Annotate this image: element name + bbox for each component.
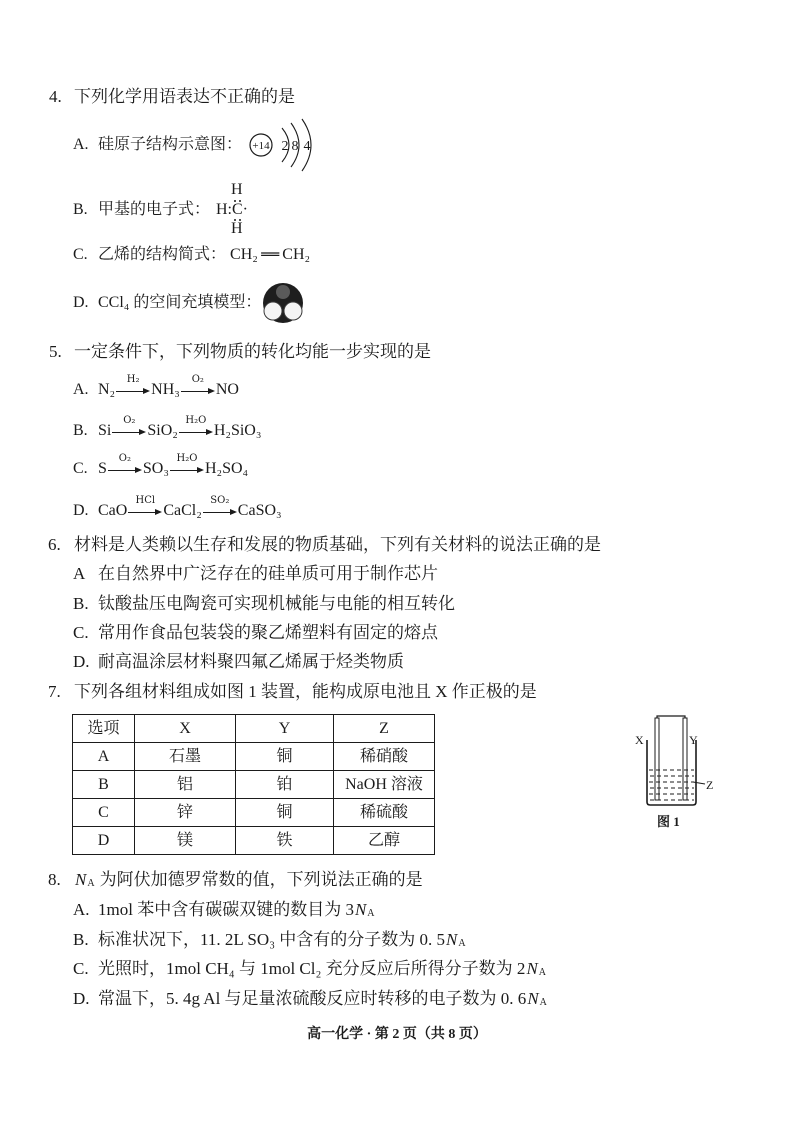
label-z-leader: [693, 782, 705, 784]
question-8-option-a: [73, 900, 375, 920]
option-text: 光照时，1mol CH₄ 与 1mol Cl₂ 充分反应后所得分子数为 2: [98, 959, 526, 978]
reactant: Si: [98, 422, 112, 439]
option-label: 甲基的电子式：: [98, 201, 211, 218]
question-8-option-c: [73, 959, 546, 979]
option-letter: C.: [73, 246, 88, 263]
label-z: Z: [706, 778, 714, 792]
ethylene-left-group: CH₂: [230, 246, 258, 263]
option-letter: A: [73, 564, 86, 583]
question-6-stem: 材料是人类赖以生存和发展的物质基础，下列有关材料的说法正确的是: [74, 535, 601, 554]
intermediate: SiO₂: [147, 422, 178, 439]
question-4-number: 4.: [49, 87, 62, 106]
table-cell: 铁: [236, 827, 334, 855]
product: H₂SiO₃: [213, 422, 262, 439]
question-5-stem: 一定条件下，下列物质的转化均能一步实现的是: [74, 342, 431, 361]
question-6-number: 6.: [48, 535, 61, 554]
label-x: X: [635, 733, 644, 747]
shell-1-electrons: 2: [281, 139, 289, 154]
option-letter: C.: [73, 623, 89, 642]
avogadro-symbol: N: [354, 900, 367, 919]
product: H₂SO₄: [204, 460, 249, 477]
product: CaSO₃: [237, 502, 282, 519]
question-8-stem: 为阿伏加德罗常数的值，下列说法正确的是: [99, 870, 423, 889]
table-cell: 石墨: [135, 743, 236, 771]
shell-3-electrons: 4: [303, 139, 311, 154]
option-letter: C.: [73, 460, 88, 477]
table-cell: A: [73, 743, 135, 771]
header-cell: 选项: [73, 715, 135, 743]
table-cell: B: [73, 771, 135, 799]
avogadro-subscript: A: [367, 908, 375, 919]
table-cell: NaOH 溶液: [334, 771, 435, 799]
materials-table: [72, 714, 435, 855]
reaction-arrow: [203, 495, 237, 521]
avogadro-symbol: N: [527, 989, 539, 1008]
table-cell: C: [73, 799, 135, 827]
table-cell: 铜: [236, 743, 334, 771]
shell-2-electrons: 8: [291, 139, 299, 154]
silicon-atom-structure-diagram: [246, 118, 318, 172]
intermediate: NH₃: [151, 381, 180, 398]
reagent-label: O₂: [191, 374, 204, 385]
ethylene-right-group: CH₂: [282, 246, 311, 263]
reaction-arrow: [108, 453, 142, 479]
question-6-option-c: [73, 623, 438, 643]
avogadro-symbol: N: [526, 959, 538, 978]
space-filling-model-icon: [260, 281, 306, 325]
model-left-sphere: [264, 302, 282, 320]
option-letter: D.: [73, 294, 89, 311]
table-cell: 铝: [135, 771, 236, 799]
header-cell: Y: [236, 715, 334, 743]
table-cell: 铜: [236, 799, 334, 827]
question-5-number: 5.: [49, 342, 62, 361]
option-letter: C.: [73, 959, 89, 978]
methyl-electron-formula: [212, 180, 254, 240]
table-row: [73, 743, 435, 771]
beaker: [647, 740, 696, 805]
reaction-arrow: [181, 374, 215, 400]
table-cell: D: [73, 827, 135, 855]
option-label: 的空间充填模型：: [133, 294, 262, 311]
option-letter: D.: [73, 502, 89, 519]
question-5-option-c: [73, 453, 249, 479]
question-4-option-a: [73, 135, 242, 155]
reagent-label: SO₂: [210, 495, 230, 506]
reactant: N₂: [98, 381, 116, 398]
model-top-sphere: [276, 285, 290, 299]
reagent-label: O₂: [123, 415, 136, 426]
question-5-option-a: [73, 374, 239, 400]
figure-caption: 图 1: [657, 814, 680, 829]
table-cell: 镁: [135, 827, 236, 855]
avogadro-subscript: A: [458, 938, 466, 949]
option-letter: B.: [73, 422, 88, 439]
hydrogen-bottom: H: [231, 220, 243, 237]
reaction-arrow: [112, 415, 146, 441]
option-label: 硅原子结构示意图：: [98, 136, 243, 153]
reagent-label: H₂O: [176, 453, 198, 464]
table-cell: 稀硝酸: [334, 743, 435, 771]
option-text: 在自然界中广泛存在的硅单质可用于制作芯片: [98, 564, 438, 583]
option-text: 标准状况下，11. 2L SO₃ 中含有的分子数为 0. 5: [98, 930, 446, 949]
option-letter: B.: [73, 594, 89, 613]
question-7-stem: 下列各组材料组成如图 1 装置，能构成原电池且 X 作正极的是: [74, 682, 537, 701]
reaction-arrow: [170, 453, 204, 479]
table-cell: 铂: [236, 771, 334, 799]
avogadro-subscript: A: [87, 878, 95, 889]
reaction-arrow: [179, 415, 213, 441]
question-4-option-b: [73, 200, 210, 220]
reaction-arrow: [128, 495, 162, 521]
question-5-option-b: [73, 415, 262, 441]
question-7-number: 7.: [48, 682, 61, 701]
option-letter: A.: [73, 381, 89, 398]
page-footer: 高一化学 · 第 2 页（共 8 页）: [307, 1027, 487, 1042]
reaction-arrow: [116, 374, 150, 400]
option-letter: B.: [73, 201, 88, 218]
question-8-number: 8.: [48, 870, 61, 889]
double-bond: ═: [261, 247, 279, 263]
header-cell: X: [135, 715, 236, 743]
question-4-option-c: [73, 245, 310, 265]
avogadro-subscript: A: [539, 997, 547, 1008]
table-cell: 稀硫酸: [334, 799, 435, 827]
table-cell: 乙醇: [334, 827, 435, 855]
reactant: CaO: [98, 502, 128, 519]
header-cell: Z: [334, 715, 435, 743]
option-letter: D.: [73, 652, 90, 671]
table-row: [73, 799, 435, 827]
option-text: 1mol 苯中含有碳碳双键的数目为 3: [98, 900, 354, 919]
intermediate: SO₃: [142, 460, 169, 477]
ccl4-formula: CCl₄: [98, 294, 130, 311]
question-4-stem: 下列化学用语表达不正确的是: [74, 87, 295, 106]
product: NO: [215, 381, 239, 398]
reactant: S: [98, 460, 107, 477]
option-label: 乙烯的结构简式：: [98, 246, 227, 263]
table-row: [73, 771, 435, 799]
question-8-option-b: [73, 930, 466, 950]
table-header-row: [73, 715, 435, 743]
question-8-option-d: [73, 989, 547, 1009]
option-letter: D.: [73, 989, 90, 1008]
option-letter: B.: [73, 930, 89, 949]
question-4-option-d: [73, 293, 261, 313]
reagent-label: O₂: [118, 453, 132, 464]
label-y: Y: [689, 733, 698, 747]
question-6-option-a: [73, 564, 438, 584]
option-text: 常温下，5. 4g Al 与足量浓硫酸反应时转移的电子数为 0. 6: [98, 989, 527, 1008]
option-letter: A.: [73, 900, 90, 919]
reagent-label: HCl: [135, 495, 156, 506]
question-6-option-b: [73, 594, 455, 614]
table-row: [73, 827, 435, 855]
option-text: 常用作食品包装袋的聚乙烯塑料有固定的熔点: [98, 623, 438, 642]
avogadro-symbol: N: [75, 870, 87, 889]
intermediate: CaCl₂: [163, 502, 202, 519]
option-text: 耐高温涂层材料聚四氟乙烯属于烃类物质: [98, 652, 404, 671]
option-letter: A.: [73, 136, 89, 153]
hydrogen-top: H: [231, 181, 243, 198]
question-6-option-d: [73, 652, 404, 672]
reagent-label: H₂O: [185, 415, 207, 426]
nucleus-charge: +14: [252, 140, 270, 152]
reagent-label: H₂: [126, 374, 140, 385]
option-text: 钛酸盐压电陶瓷可实现机械能与电能的相互转化: [98, 594, 455, 613]
electron-formula-center: H:C·: [216, 201, 248, 218]
question-8-stem-line: [48, 870, 423, 890]
model-right-sphere: [284, 302, 302, 320]
question-5-option-d: [73, 495, 282, 521]
galvanic-cell-beaker-icon: [630, 712, 720, 808]
avogadro-symbol: N: [446, 930, 458, 949]
table-cell: 锌: [135, 799, 236, 827]
connecting-wire: [657, 716, 685, 734]
avogadro-subscript: A: [538, 967, 547, 978]
